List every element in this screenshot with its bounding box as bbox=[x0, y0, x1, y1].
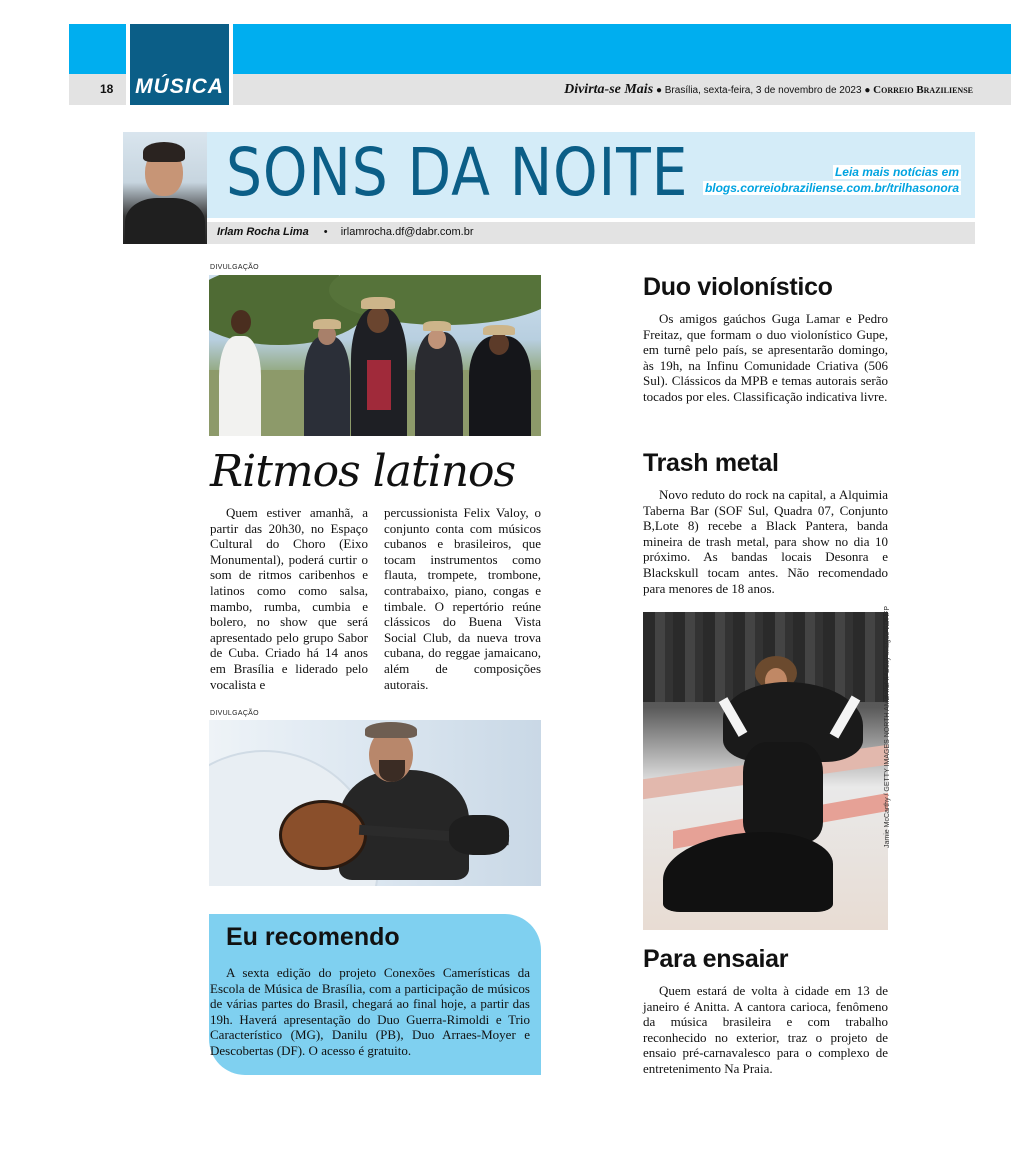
photo-credit: DIVULGAÇÃO bbox=[210, 710, 259, 717]
section-label-box bbox=[126, 24, 233, 105]
more-news-label: Leia mais notícias em bbox=[834, 165, 959, 179]
newspaper-name: Correio Braziliense bbox=[873, 84, 973, 96]
article-title-duo: Duo violonístico bbox=[643, 273, 833, 301]
blog-url[interactable]: blogs.correiobraziliense.com.br/trilhasonora bbox=[704, 181, 959, 195]
article-text-trash: Novo reduto do rock na capital, a Alquimia Taberna Bar (SOF Sul, Quadra 07, Conjunto B,Lote 8) recebe a Black Pantera, banda mineira de trash metal, para show no dia 10 próximo. As bandas locais Desonra e Blackskull tocam antes. Não recomendado para menores de 18 anos. bbox=[643, 487, 888, 596]
dateline: Brasília, sexta-feira, 3 de novembro de 2023 bbox=[664, 85, 862, 96]
author-name: Irlam Rocha Lima bbox=[217, 226, 309, 238]
section-label: MÚSICA bbox=[135, 75, 224, 98]
article-title-ritmos: Ritmos latinos bbox=[210, 446, 516, 497]
band-photo bbox=[209, 275, 541, 436]
article-text-duo: Os amigos gaúchos Guga Lamar e Pedro Freitaz, que formam o duo violonístico Gupe, em turnê pelo país, se apresentarão domingo, às 19h, na Infinu Comunidade Criativa (506 Sul). Clássicos da MPB e temas autorais serão tocados por eles. Classificação indicativa livre. bbox=[643, 311, 888, 404]
recommend-text: A sexta edição do projeto Conexões Camerísticas da Escola de Música de Brasília, com a participação de músicos de várias partes do Brasil, chegará ao final hoje, a partir das 19h. Haverá apresentação do Duo Guerra-Rimoldi e Trio Característico (MG), Danilu (PB), Duo Arraes-Moyer e Descobertas (DF). O acesso é gratuito. bbox=[210, 965, 530, 1058]
article-text-ritmos-col1: Quem estiver amanhã, a partir das 20h30, no Espaço Cultural do Choro (Eixo Monumental), poderá curtir o som de ritmos caribenhos e latinos como como salsa, mambo, rumba, cumbia e bolero, no show que será apresentado pelo grupo Sabor de Cuba. Criado há 14 anos em Brasília e liderado pelo vocalista e bbox=[210, 505, 368, 692]
supplement-name: Divirta-se Mais bbox=[564, 82, 654, 97]
photo-credit-vertical: Jamie McCarthy / GETTY IMAGES NORTH AMERICA / Getty Images via AFP bbox=[884, 605, 891, 848]
columnist-photo bbox=[123, 132, 207, 244]
page-number: 18 bbox=[100, 82, 114, 96]
byline bbox=[207, 222, 975, 244]
bullet-icon: ● bbox=[655, 85, 665, 96]
bullet-icon: • bbox=[323, 226, 328, 238]
article-title-trash: Trash metal bbox=[643, 449, 779, 477]
author-email[interactable]: irlamrocha.df@dabr.com.br bbox=[340, 226, 474, 238]
more-news-link[interactable] bbox=[703, 164, 961, 196]
photo-credit: DIVULGAÇÃO bbox=[210, 264, 259, 271]
guitarist-photo bbox=[209, 720, 541, 886]
article-text-ritmos-col2: percussionista Felix Valoy, o conjunto conta com músicos cubanos e brasileiros, que tocam instrumentos como flauta, trompete, trombone, contrabaixo, piano, congas e timbale. O repertório reúne clássicos do Buena Vista Social Club, da nueva trova cubana, do reggae jamaicano, além de composições autorais. bbox=[384, 505, 541, 692]
bullet-icon: ● bbox=[864, 85, 874, 96]
header-dateline bbox=[564, 82, 973, 98]
article-title-ensaiar: Para ensaiar bbox=[643, 945, 789, 973]
recommend-title: Eu recomendo bbox=[226, 923, 400, 951]
anitta-photo bbox=[643, 612, 888, 930]
article-text-ensaiar: Quem estará de volta à cidade em 13 de janeiro é Anitta. A cantora carioca, fenômeno da música brasileira e com trabalho reconhecido no exterior, traz o projeto de ensaio pré-carnavalesco para o complexo de entretenimento Na Praia. bbox=[643, 983, 888, 1076]
column-title: SONS DA NOITE bbox=[226, 134, 689, 211]
